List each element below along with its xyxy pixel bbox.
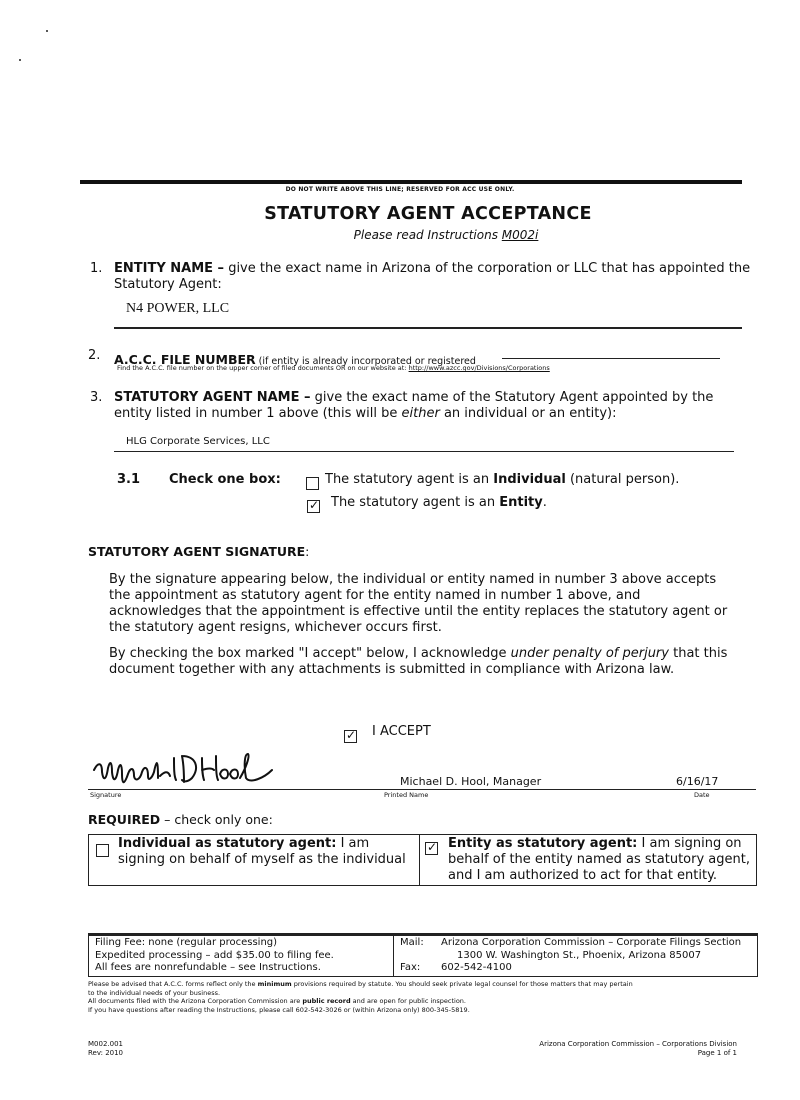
check-label: Check one box: [169,472,281,487]
file-number-input-line[interactable] [502,358,720,359]
file-number-note: Find the A.C.C. file number on the upper corner of filed documents OR on our website at: http://www.azcc.gov/Divisions/Corporations [117,364,550,372]
required-heading: REQUIRED – check only one: [88,812,273,827]
division-footer: Arizona Corporation Commission – Corporations Division Page 1 of 1 [539,1040,737,1057]
footer-notes: Please be advised that A.C.C. forms reflect only the minimum provisions required by statute. You should seek private legal counsel for those matters that may pertain to the individual needs of your business. All documents filed with the Arizona Corporation Commission are public record and are open for public inspection. If you have questions after reading the Instructions, please call 602-542-3026 or (within Arizona only) 800-345-5819. [88,980,633,1014]
agent-name-prompt: STATUTORY AGENT NAME – give the exact name of the Statutory Agent appointed by the [114,390,714,405]
entity-agent-text: Entity as statutory agent: I am signing on behalf of the entity named as statutory agent, and I am authorized to act for that entity. [448,836,750,883]
entity-agent-checkbox[interactable] [425,838,438,857]
entity-checkbox[interactable] [307,496,320,515]
perjury-paragraph: By checking the box marked "I accept" below, I acknowledge under penalty of perjury that this document together with any attachments is submitted in compliance with Arizona law. [109,646,728,677]
signature-label: Signature [90,791,122,799]
signature-heading: STATUTORY AGENT SIGNATURE: [88,544,310,559]
printed-name-value[interactable]: Michael D. Hool, Manager [400,775,542,788]
entity-name-value[interactable]: N4 POWER, LLC [126,301,230,316]
date-value[interactable]: 6/16/17 [676,775,719,788]
individual-agent-text: Individual as statutory agent: I am signing on behalf of myself as the individual [118,836,406,867]
instructions-link[interactable]: M002i [501,228,539,242]
page-title: STATUTORY AGENT ACCEPTANCE [264,204,592,224]
reserved-note: DO NOT WRITE ABOVE THIS LINE; RESERVED FOR ACC USE ONLY. [285,186,515,193]
acc-website-link[interactable]: http://www.azcc.gov/Divisions/Corporations [408,364,550,372]
handwritten-signature [88,748,278,790]
scan-speck [19,59,21,61]
i-accept-label: I ACCEPT [372,724,431,739]
fax-number: 602-542-4100 [441,962,512,973]
mail-address: Arizona Corporation Commission – Corporate Filings Section 1300 W. Washington St., Phoenix, Arizona 85007 [441,937,742,961]
entity-name-line [114,327,742,329]
acceptance-paragraph: By the signature appearing below, the individual or entity named in number 3 above accepts the appointment as statutory agent for the entity named in number 1 above, and acknowledges that the appointment is effective until the entity replaces the statutory agent or the statutory agent resigns, whichever occurs first. [109,572,728,635]
signature-line [88,789,756,790]
fees-divider [393,936,394,977]
file-number-number: 2. [88,348,101,363]
form-code: M002.001 Rev: 2010 [88,1040,124,1057]
individual-checkbox[interactable] [306,473,319,492]
agent-name-line [114,451,734,452]
entity-name-prompt: ENTITY NAME – give the exact name in Arizona of the corporation or LLC that has appointed the [114,261,751,276]
page-subtitle: Please read Instructions M002i [353,228,539,242]
date-label: Date [694,791,710,799]
agent-name-prompt-2: entity listed in number 1 above (this will be either an individual or an entity): [114,406,617,421]
entity-option-label: The statutory agent is an Entity. [331,495,547,510]
reserved-line [80,180,742,184]
agent-number: 3. [90,390,103,405]
printed-name-label: Printed Name [384,791,429,799]
fax-label: Fax: [400,962,421,973]
fees-info: Filing Fee: none (regular processing) Expedited processing – add $35.00 to filing fee. All fees are nonrefundable – see Instructions. [95,937,334,973]
agent-name-value[interactable]: HLG Corporate Services, LLC [126,436,270,447]
i-accept-checkbox[interactable] [344,726,357,745]
individual-option-label: The statutory agent is an Individual (natural person). [325,472,680,487]
entity-name-prompt-2: Statutory Agent: [114,277,222,292]
checkmark-icon: ✓ [346,728,357,742]
checkmark-icon: ✓ [427,840,438,854]
entity-number: 1. [90,261,103,276]
scan-speck [46,30,48,32]
mail-label: Mail: [400,937,424,948]
individual-agent-checkbox[interactable] [96,840,109,859]
checkmark-icon: ✓ [309,498,320,512]
check-number: 3.1 [117,472,141,487]
file-number-prompt: A.C.C. FILE NUMBER (if entity is already incorporated or registered [114,352,476,367]
